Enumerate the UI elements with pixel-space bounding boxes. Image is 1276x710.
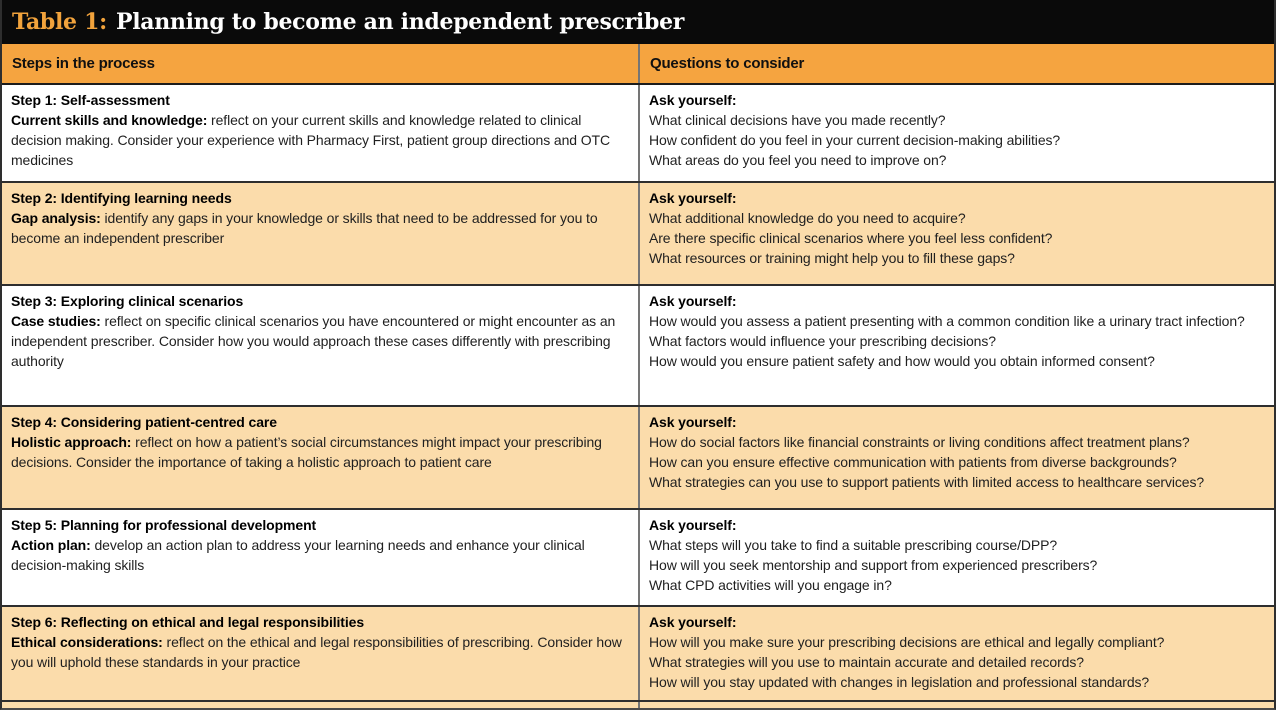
ask-yourself-label: Ask yourself: bbox=[649, 190, 737, 206]
step-desc-text: reflect on how a patient’s social circumstances might impact your prescribing decisions. Consider the importance of taking a holistic approach to patient care bbox=[11, 434, 602, 470]
ask-yourself-label: Ask yourself: bbox=[649, 614, 737, 630]
step-cell bbox=[2, 183, 640, 284]
step-lead: Case studies: bbox=[11, 313, 101, 329]
step-desc-text: reflect on specific clinical scenarios you have encountered or might encounter as an independent prescriber. Consider how you would approach these cases differently with prescribing authority bbox=[11, 313, 616, 369]
question: How can you ensure effective communication with patients from diverse backgrounds? bbox=[649, 454, 1177, 470]
step-title: Step 3: Exploring clinical scenarios bbox=[11, 293, 244, 309]
step-cell bbox=[2, 286, 640, 405]
cut-off-row-sliver bbox=[2, 702, 1274, 708]
question: What strategies can you use to support patients with limited access to healthcare services? bbox=[649, 474, 1205, 490]
table-row-step-3 bbox=[2, 286, 1274, 407]
step-title: Step 1: Self-assessment bbox=[11, 92, 170, 108]
questions-cell bbox=[640, 407, 1274, 508]
step-cell bbox=[2, 510, 640, 605]
step-cell bbox=[2, 407, 640, 508]
step-lead: Gap analysis: bbox=[11, 210, 101, 226]
column-header-steps: Steps in the process bbox=[2, 44, 640, 83]
step-desc-text: reflect on your current skills and knowledge related to clinical decision making. Consider your experience with Pharmacy First, patient group directions and OTC medicines bbox=[11, 112, 611, 168]
question: What factors would influence your prescribing decisions? bbox=[649, 333, 996, 349]
table-row-step-4 bbox=[2, 407, 1274, 510]
step-desc-text: develop an action plan to address your learning needs and enhance your clinical decision-making skills bbox=[11, 537, 585, 573]
questions-cell bbox=[640, 607, 1274, 700]
question: What areas do you feel you need to improve on? bbox=[649, 152, 947, 168]
question: How will you seek mentorship and support from experienced prescribers? bbox=[649, 557, 1098, 573]
question: Are there specific clinical scenarios where you feel less confident? bbox=[649, 230, 1053, 246]
ask-yourself-label: Ask yourself: bbox=[649, 414, 737, 430]
question: What strategies will you use to maintain accurate and detailed records? bbox=[649, 654, 1084, 670]
step-title: Step 2: Identifying learning needs bbox=[11, 190, 232, 206]
table-row-step-6 bbox=[2, 607, 1274, 702]
table-row-step-5 bbox=[2, 510, 1274, 607]
questions-cell bbox=[640, 286, 1274, 405]
table-number-label: Table 1: bbox=[12, 9, 107, 35]
questions-cell bbox=[640, 510, 1274, 605]
step-desc-text: reflect on the ethical and legal responsibilities of prescribing. Consider how you will uphold these standards in your practice bbox=[11, 634, 622, 670]
step-cell bbox=[2, 85, 640, 181]
step-lead: Holistic approach: bbox=[11, 434, 132, 450]
cut-off-row-left-cell bbox=[2, 702, 640, 708]
question: How would you assess a patient presenting with a common condition like a urinary tract infection? bbox=[649, 313, 1245, 329]
step-description bbox=[11, 208, 629, 248]
step-description bbox=[11, 110, 629, 170]
column-header-questions: Questions to consider bbox=[650, 55, 805, 72]
step-title: Step 4: Considering patient-centred care bbox=[11, 414, 277, 430]
question: How will you stay updated with changes in legislation and professional standards? bbox=[649, 674, 1150, 690]
question: What resources or training might help you to fill these gaps? bbox=[649, 250, 1015, 266]
question: What additional knowledge do you need to acquire? bbox=[649, 210, 966, 226]
questions-cell bbox=[640, 85, 1274, 181]
question: How would you ensure patient safety and how would you obtain informed consent? bbox=[649, 353, 1155, 369]
question: What clinical decisions have you made recently? bbox=[649, 112, 946, 128]
step-desc-text: identify any gaps in your knowledge or skills that need to be addressed for you to become an independent prescriber bbox=[11, 210, 598, 246]
table-title-text: Planning to become an independent prescriber bbox=[115, 9, 685, 35]
step-lead: Ethical considerations: bbox=[11, 634, 163, 650]
step-cell bbox=[2, 607, 640, 700]
question: What steps will you take to find a suitable prescribing course/DPP? bbox=[649, 537, 1058, 553]
question: What CPD activities will you engage in? bbox=[649, 577, 892, 593]
table-row-step-2 bbox=[2, 183, 1274, 286]
step-description bbox=[11, 535, 629, 575]
step-title: Step 6: Reflecting on ethical and legal responsibilities bbox=[11, 614, 365, 630]
table-title-bar bbox=[2, 0, 1274, 44]
step-description bbox=[11, 432, 629, 472]
step-title: Step 5: Planning for professional development bbox=[11, 517, 317, 533]
column-header-row bbox=[2, 44, 1274, 85]
step-description bbox=[11, 632, 629, 672]
step-lead: Current skills and knowledge: bbox=[11, 112, 208, 128]
step-lead: Action plan: bbox=[11, 537, 91, 553]
ask-yourself-label: Ask yourself: bbox=[649, 92, 737, 108]
question: How confident do you feel in your current decision-making abilities? bbox=[649, 132, 1061, 148]
question: How do social factors like financial constraints or living conditions affect treatment plans? bbox=[649, 434, 1190, 450]
table-row-step-1 bbox=[2, 85, 1274, 183]
question: How will you make sure your prescribing decisions are ethical and legally compliant? bbox=[649, 634, 1165, 650]
ask-yourself-label: Ask yourself: bbox=[649, 293, 737, 309]
step-description bbox=[11, 311, 629, 371]
questions-cell bbox=[640, 183, 1274, 284]
ask-yourself-label: Ask yourself: bbox=[649, 517, 737, 533]
